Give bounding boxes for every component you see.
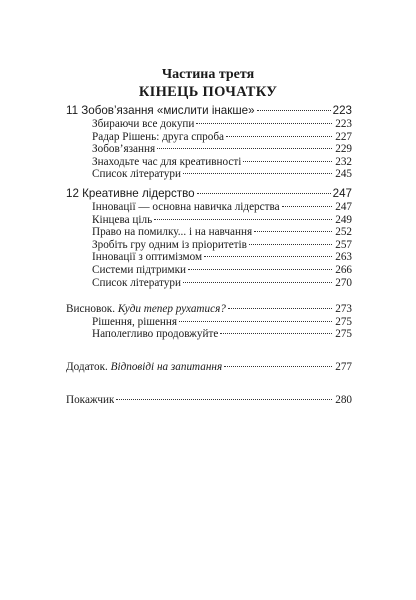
- dot-leader: [179, 321, 332, 322]
- page-number: 247: [332, 186, 352, 200]
- page-number: 232: [335, 155, 352, 168]
- page-number: 223: [335, 118, 352, 130]
- page-number: 270: [335, 276, 352, 289]
- entry-title: Зобов’язання: [92, 143, 156, 156]
- toc-entry: [66, 143, 352, 156]
- toc-entry: [66, 201, 352, 214]
- toc-chapter-12: [66, 187, 352, 201]
- toc-conclusion: [66, 303, 352, 316]
- toc-entry: [66, 131, 352, 144]
- entry-title: Інновації з оптимізмом: [92, 251, 203, 264]
- toc-index: [66, 394, 352, 407]
- entry-title: Знаходьте час для креативності: [92, 155, 242, 168]
- toc-appendix: [66, 361, 352, 374]
- entry-title: Системи підтримки: [92, 263, 187, 276]
- page-number: 229: [335, 143, 352, 156]
- toc-chapter-11: [66, 104, 352, 118]
- dot-leader: [282, 206, 332, 207]
- table-of-contents: [66, 104, 352, 406]
- dot-leader: [228, 308, 332, 309]
- entry-title: Радар Рішень: друга спроба: [92, 130, 225, 143]
- entry-title: Список літератури: [92, 168, 181, 181]
- chapter-title: 12 Креативне лідерство: [66, 186, 195, 200]
- page-number: 245: [335, 168, 352, 181]
- dot-leader: [183, 173, 332, 174]
- dot-leader: [257, 110, 331, 111]
- index-title: Покажчик: [66, 393, 115, 406]
- toc-entry: [66, 214, 352, 227]
- toc-entry: [66, 251, 352, 264]
- page-number: 273: [335, 303, 352, 316]
- dot-leader: [220, 333, 332, 334]
- conclusion-prefix: Висновок.: [66, 303, 118, 316]
- page-number: 266: [335, 263, 352, 276]
- entry-title: Право на помилку... і на навчання: [92, 226, 253, 239]
- dot-leader: [249, 244, 332, 245]
- toc-entry: [66, 226, 352, 239]
- part-header: [0, 67, 416, 101]
- dot-leader: [196, 123, 332, 124]
- page-number: 223: [332, 104, 352, 117]
- dot-leader: [116, 399, 332, 400]
- toc-entry: [66, 277, 352, 290]
- part-title: КІНЕЦЬ ПОЧАТКУ: [138, 84, 278, 100]
- page-number: 275: [335, 328, 352, 341]
- page-number: 277: [335, 360, 352, 373]
- dot-leader: [154, 219, 332, 220]
- dot-leader: [183, 282, 332, 283]
- toc-entry: [66, 239, 352, 252]
- entry-title: Кінцева ціль: [92, 213, 153, 226]
- conclusion-name: Куди тепер рухатися?: [117, 303, 226, 316]
- entry-title: Рішення, рішення: [92, 315, 178, 328]
- part-label: Частина третя: [161, 67, 255, 82]
- entry-title: Наполегливо продовжуйте: [92, 328, 219, 341]
- toc-entry: [66, 264, 352, 277]
- dot-leader: [254, 231, 332, 232]
- page-number: 275: [335, 315, 352, 328]
- appendix-prefix: Додаток.: [66, 360, 111, 373]
- dot-leader: [157, 148, 332, 149]
- entry-title: Інновації — основна навичка лідерства: [92, 200, 280, 213]
- page-number: 280: [335, 393, 352, 406]
- toc-entry: [66, 156, 352, 169]
- entry-title: Збираючи все докупи: [92, 118, 195, 130]
- entry-title: Список літератури: [92, 276, 181, 289]
- dot-leader: [224, 366, 332, 367]
- chapter-title: 11 Зобов’язання «мислити інакше»: [66, 104, 255, 117]
- dot-leader: [197, 193, 331, 194]
- conclusion-title: [66, 303, 226, 316]
- page-number: 257: [335, 238, 352, 251]
- toc-entry: [66, 168, 352, 181]
- toc-entry: [66, 316, 352, 329]
- entry-title: Зробіть гру одним із пріоритетів: [92, 238, 247, 251]
- page-number: 252: [335, 226, 352, 239]
- dot-leader: [204, 256, 332, 257]
- appendix-name: Відповіді на запитання: [110, 360, 223, 373]
- toc-entry: [66, 328, 352, 341]
- toc-entry: [66, 118, 352, 131]
- page-number: 263: [335, 251, 352, 264]
- page-number: 227: [335, 130, 352, 143]
- appendix-title: [66, 361, 222, 374]
- dot-leader: [243, 161, 332, 162]
- dot-leader: [226, 136, 332, 137]
- page-number: 249: [335, 213, 352, 226]
- dot-leader: [188, 269, 332, 270]
- page-number: 247: [335, 200, 352, 213]
